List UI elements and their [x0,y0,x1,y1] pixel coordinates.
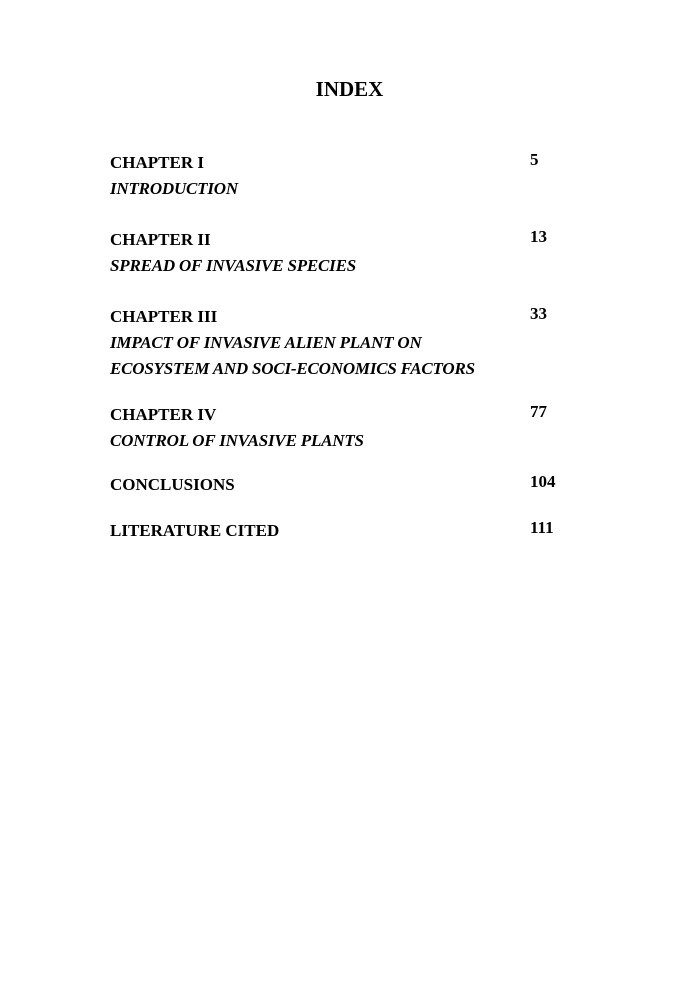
toc-entry-subtitle: SPREAD OF INVASIVE SPECIES [110,256,356,275]
page-title: INDEX [315,77,384,101]
toc-entry-heading: LITERATURE CITED [110,521,280,540]
toc-entry-page-number: 13 [530,227,547,246]
toc-entry-page-number: 33 [530,304,547,323]
toc-entry-literature-cited[interactable] [110,518,580,544]
toc-entry-page-number: 5 [530,150,539,169]
table-of-contents [110,150,580,544]
toc-entry-heading: CHAPTER II [110,230,211,249]
toc-entry-chapter-1[interactable] [110,150,580,202]
toc-entry-chapter-3[interactable] [110,304,580,382]
toc-entry-page-number: 104 [530,472,556,491]
toc-entry-page-number: 77 [530,402,547,421]
toc-entry-heading: CHAPTER IV [110,405,217,424]
toc-entry-heading: CHAPTER I [110,153,204,172]
toc-entry-subtitle: CONTROL OF INVASIVE PLANTS [110,431,364,450]
toc-entry-chapter-4[interactable] [110,402,580,454]
toc-entry-heading: CONCLUSIONS [110,475,235,494]
toc-entry-conclusions[interactable] [110,472,580,498]
toc-entry-heading: CHAPTER III [110,307,218,326]
toc-entry-subtitle: IMPACT OF INVASIVE ALIEN PLANT ON [110,333,422,352]
toc-entry-page-number: 111 [530,518,554,537]
toc-entry-subtitle: INTRODUCTION [110,179,238,198]
toc-entry-subtitle: ECOSYSTEM AND SOCI-ECONOMICS FACTORS [110,359,475,378]
toc-entry-chapter-2[interactable] [110,227,580,279]
